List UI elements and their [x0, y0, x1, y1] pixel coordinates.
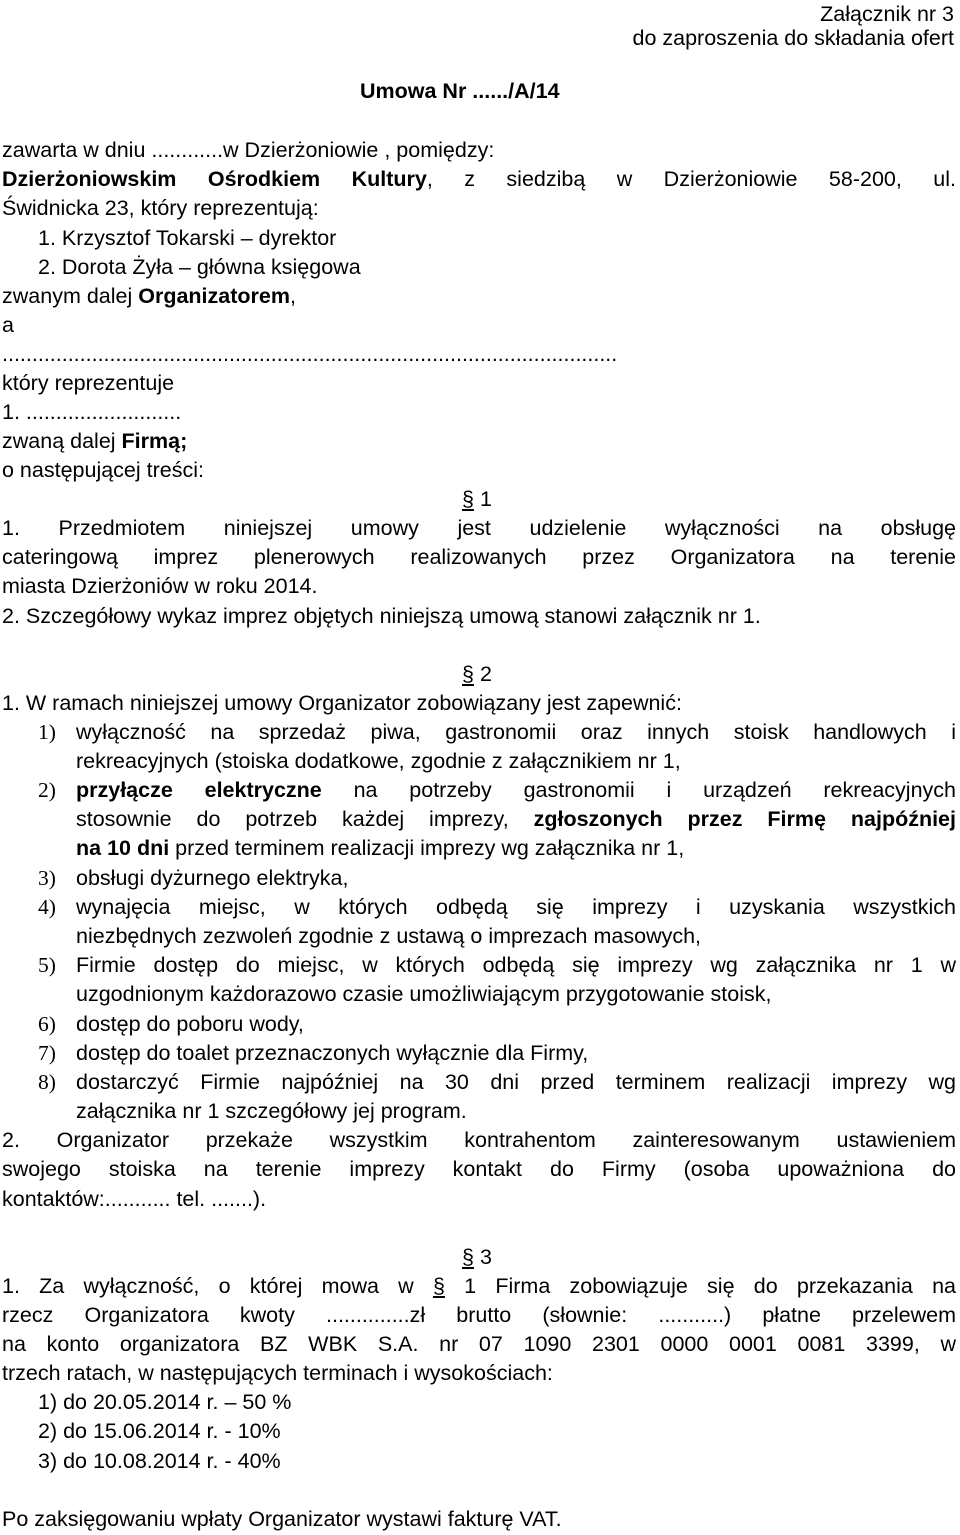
item-bold-text: przyłącze elektryczne	[76, 778, 322, 802]
organizer-name: Dzierżoniowskim Ośrodkiem Kultury	[2, 167, 427, 191]
contractor-represented-by: który reprezentuje	[2, 371, 175, 395]
intro-organizer-alias	[2, 283, 296, 309]
intro-and: a	[2, 313, 14, 337]
item-number: 7)	[38, 1041, 56, 1065]
organizer-alias: Organizatorem	[138, 284, 290, 308]
section-3-number: 3	[479, 1245, 492, 1269]
s3-final: Po zaksięgowaniu wpłaty Organizator wystawi fakturę VAT.	[2, 1507, 562, 1531]
intro-line-1: zawarta w dniu ............w Dzierżoniowie , pomiędzy:	[2, 138, 495, 162]
s2-p1: 1. W ramach niniejszej umowy Organizator zobowiązany jest zapewnić:	[2, 691, 682, 715]
item-number: 6)	[38, 1012, 56, 1036]
s3-rate-3: 3) do 10.08.2014 r. - 40%	[38, 1449, 281, 1473]
s2-item-2	[38, 777, 956, 803]
item-text: dostarczyć Firmie najpóźniej na 30 dni przed terminem realizacji imprezy wg	[76, 1070, 956, 1094]
item-number: 4)	[38, 895, 56, 919]
s2-item-3	[38, 865, 956, 891]
item-text: niezbędnych zezwoleń zgodnie z ustawą o imprezach masowych,	[76, 924, 702, 948]
item-number: 2)	[38, 778, 56, 802]
s3-p1-line-4: trzech ratach, w następujących terminach i wysokościach:	[2, 1361, 553, 1385]
s1-p1-line-3: miasta Dzierżoniów w roku 2014.	[2, 574, 318, 598]
s3-rate-1: 1) do 20.05.2014 r. – 50 %	[38, 1390, 292, 1414]
item-rest-text: przed terminem realizacji imprezy wg załącznika nr 1,	[169, 836, 685, 860]
section-mark-icon: §	[462, 487, 474, 511]
section-1-heading	[462, 486, 492, 512]
item-text	[76, 835, 956, 861]
s2-p2-line-2: swojego stoiska na terenie imprezy kontakt do Firmy (osoba upoważniona do	[2, 1157, 956, 1181]
firm-alias-prefix: zwaną dalej	[2, 429, 122, 453]
s1-p1-line-2: cateringową imprez plenerowych realizowanych przez Organizatora na terenie	[2, 545, 956, 569]
organizer-address: , z siedzibą w Dzierżoniowie 58-200, ul.	[426, 167, 956, 191]
section-mark-icon: §	[462, 662, 474, 686]
item-rest-text: na potrzeby gastronomii i urządzeń rekreacyjnych	[321, 778, 956, 802]
s2-item-7	[38, 1040, 956, 1066]
item-text: dostęp do toalet przeznaczonych wyłącznie dla Firmy,	[76, 1041, 589, 1065]
s2-item-4	[38, 894, 956, 920]
section-mark-icon: §	[432, 1274, 445, 1298]
intro-content-lead: o następującej treści:	[2, 458, 204, 482]
item-number: 8)	[38, 1070, 56, 1094]
contractor-blank: .......................................................................................................	[2, 342, 618, 366]
s3-p1-line-3: na konto organizatora BZ WBK S.A. nr 07 1090 2301 0000 0001 0081 3399, w	[2, 1332, 956, 1356]
item-text: uzgodnionym każdorazowo czasie umożliwiającym przygotowanie stoisk,	[76, 982, 772, 1006]
item-text	[76, 777, 956, 803]
representative-2: 2. Dorota Żyła – główna księgowa	[38, 255, 361, 279]
contractor-representative-blank: 1. ..........................	[2, 400, 182, 424]
section-mark-icon: §	[462, 1245, 474, 1269]
item-text: wyłączność na sprzedaż piwa, gastronomii oraz innych stoisk handlowych i	[76, 720, 956, 744]
s3-text: 1. Za wyłączność, o której mowa w	[2, 1274, 433, 1298]
annex-label: Załącznik nr 3	[820, 2, 954, 26]
s1-p2: 2. Szczegółowy wykaz imprez objętych niniejszą umową stanowi załącznik nr 1.	[2, 604, 761, 628]
s2-item-5	[38, 952, 956, 978]
s2-item-1	[38, 719, 956, 745]
section-2-heading	[462, 661, 492, 687]
s2-item-8	[38, 1069, 956, 1095]
representative-1: 1. Krzysztof Tokarski – dyrektor	[38, 226, 337, 250]
item-text: Firmie dostęp do miejsc, w których odbędą się imprezy wg załącznika nr 1 w	[76, 953, 956, 977]
section-2-number: 2	[479, 662, 492, 686]
item-bold-text: zgłoszonych przez Firmę najpóźniej	[533, 807, 956, 831]
item-text: dostęp do poboru wody,	[76, 1012, 304, 1036]
item-bold-text: na 10 dni	[76, 836, 170, 860]
s3-rate-2: 2) do 15.06.2014 r. - 10%	[38, 1419, 281, 1443]
contract-title: Umowa Nr ....../A/14	[360, 79, 560, 103]
s2-p2-line-1: 2. Organizator przekaże wszystkim kontrahentom zainteresowanym ustawieniem	[2, 1128, 956, 1152]
s3-text: 1 Firma zobowiązuje się do przekazania na	[444, 1274, 956, 1298]
item-rest-text: stosownie do potrzeb każdej imprezy,	[76, 807, 534, 831]
annex-subtitle: do zaproszenia do składania ofert	[632, 26, 954, 50]
item-text: obsługi dyżurnego elektryka,	[76, 866, 349, 890]
alias-prefix: zwanym dalej	[2, 284, 139, 308]
item-text: rekreacyjnych (stoiska dodatkowe, zgodnie z załącznikiem nr 1,	[76, 749, 681, 773]
item-text: wynajęcia miejsc, w których odbędą się imprezy i uzyskania wszystkich	[76, 895, 956, 919]
s2-p2-line-3: kontaktów:........... tel. .......).	[2, 1187, 267, 1211]
section-1-number: 1	[479, 487, 492, 511]
alias-suffix: ,	[289, 284, 296, 308]
section-3-heading	[462, 1244, 492, 1270]
s3-p1-line-1	[2, 1273, 956, 1299]
intro-line-2	[2, 166, 956, 192]
item-number: 5)	[38, 953, 56, 977]
firm-alias: Firmą;	[121, 429, 188, 453]
intro-firm-alias	[2, 428, 187, 454]
s2-item-6	[38, 1011, 956, 1037]
item-text: załącznika nr 1 szczegółowy jej program.	[76, 1099, 467, 1123]
item-text	[76, 806, 956, 832]
s3-p1-line-2: rzecz Organizatora kwoty ..............zł brutto (słownie: ...........) płatne przelewem	[2, 1303, 956, 1327]
intro-line-3: Świdnicka 23, który reprezentują:	[2, 196, 319, 220]
s1-p1-line-1: 1. Przedmiotem niniejszej umowy jest udzielenie wyłączności na obsługę	[2, 516, 956, 540]
item-number: 3)	[38, 866, 56, 890]
item-number: 1)	[38, 720, 56, 744]
